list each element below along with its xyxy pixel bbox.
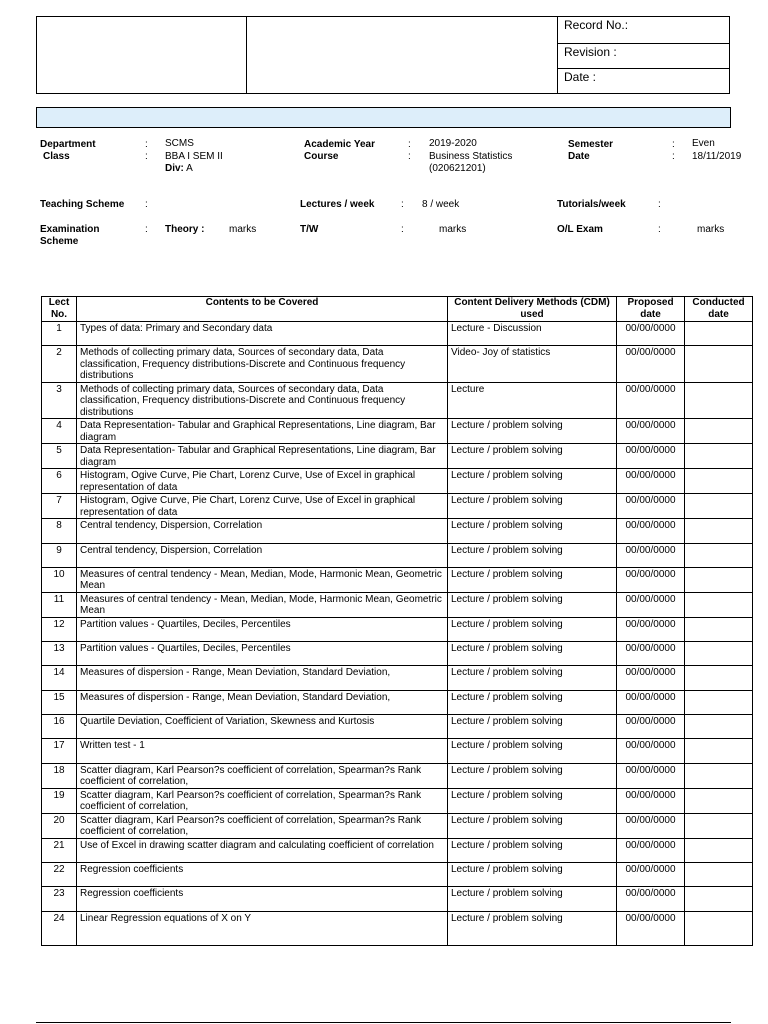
academic-year-label: Academic Year bbox=[304, 139, 375, 150]
content-cell: Types of data: Primary and Secondary data bbox=[77, 322, 448, 346]
method-cell: Lecture / problem solving bbox=[448, 494, 617, 519]
proposed-date-cell: 00/00/0000 bbox=[617, 567, 685, 592]
table-row bbox=[42, 444, 753, 469]
lect-no-cell: 20 bbox=[42, 813, 77, 838]
content-cell: Regression coefficients bbox=[77, 887, 448, 911]
proposed-date-cell: 00/00/0000 bbox=[617, 862, 685, 886]
method-cell: Lecture bbox=[448, 382, 617, 419]
table-row bbox=[42, 911, 753, 945]
header-lect-no: Lect No. bbox=[42, 297, 77, 322]
content-cell: Histogram, Ogive Curve, Pie Chart, Lorenz Curve, Use of Excel in graphical representation of data bbox=[77, 494, 448, 519]
proposed-date-cell: 00/00/0000 bbox=[617, 346, 685, 383]
lect-no-cell: 2 bbox=[42, 346, 77, 383]
header-conducted-date: Conducted date bbox=[685, 297, 753, 322]
tw-value: marks bbox=[439, 224, 467, 235]
div-label: Div: bbox=[165, 163, 184, 174]
lect-no-cell: 22 bbox=[42, 862, 77, 886]
method-cell: Lecture / problem solving bbox=[448, 763, 617, 788]
conducted-date-cell bbox=[685, 617, 753, 641]
method-cell: Lecture / problem solving bbox=[448, 690, 617, 714]
conducted-date-cell bbox=[685, 813, 753, 838]
conducted-date-cell bbox=[685, 543, 753, 567]
method-cell: Video- Joy of statistics bbox=[448, 346, 617, 383]
colon: : bbox=[658, 224, 661, 235]
conducted-date-cell bbox=[685, 469, 753, 494]
lect-no-cell: 12 bbox=[42, 617, 77, 641]
lect-no-cell: 17 bbox=[42, 739, 77, 763]
class-value: BBA I SEM II bbox=[165, 151, 223, 162]
colon: : bbox=[401, 199, 404, 210]
method-cell: Lecture / problem solving bbox=[448, 519, 617, 543]
header-proposed-date: Proposed date bbox=[617, 297, 685, 322]
proposed-date-cell: 00/00/0000 bbox=[617, 444, 685, 469]
table-row bbox=[42, 469, 753, 494]
content-cell: Linear Regression equations of X on Y bbox=[77, 911, 448, 945]
content-cell: Measures of dispersion - Range, Mean Deviation, Standard Deviation, bbox=[77, 690, 448, 714]
lect-no-cell: 21 bbox=[42, 838, 77, 862]
lect-no-cell: 14 bbox=[42, 666, 77, 690]
table-body bbox=[42, 322, 753, 946]
table-row bbox=[42, 567, 753, 592]
tw-label: T/W bbox=[300, 224, 319, 235]
table-row bbox=[42, 322, 753, 346]
table-row bbox=[42, 543, 753, 567]
method-cell: Lecture / problem solving bbox=[448, 592, 617, 617]
content-cell: Measures of central tendency - Mean, Median, Mode, Harmonic Mean, Geometric Mean bbox=[77, 592, 448, 617]
lect-no-cell: 15 bbox=[42, 690, 77, 714]
content-cell: Measures of central tendency - Mean, Median, Mode, Harmonic Mean, Geometric Mean bbox=[77, 567, 448, 592]
method-cell: Lecture / problem solving bbox=[448, 666, 617, 690]
semester-value: Even bbox=[692, 138, 715, 149]
method-cell: Lecture - Discussion bbox=[448, 322, 617, 346]
proposed-date-cell: 00/00/0000 bbox=[617, 382, 685, 419]
method-cell: Lecture / problem solving bbox=[448, 617, 617, 641]
method-cell: Lecture / problem solving bbox=[448, 444, 617, 469]
department-label: Department bbox=[40, 139, 96, 150]
header-divider bbox=[558, 68, 730, 69]
lect-no-cell: 24 bbox=[42, 911, 77, 945]
proposed-date-cell: 00/00/0000 bbox=[617, 813, 685, 838]
colon: : bbox=[145, 199, 148, 210]
lect-no-cell: 6 bbox=[42, 469, 77, 494]
class-label: Class bbox=[43, 151, 70, 162]
table-row bbox=[42, 494, 753, 519]
method-cell: Lecture / problem solving bbox=[448, 862, 617, 886]
date-label: Date : bbox=[564, 70, 597, 84]
lect-no-cell: 18 bbox=[42, 763, 77, 788]
theory-value: marks bbox=[229, 224, 257, 235]
conducted-date-cell bbox=[685, 346, 753, 383]
teaching-scheme-label: Teaching Scheme bbox=[40, 199, 125, 210]
content-cell: Regression coefficients bbox=[77, 862, 448, 886]
content-cell: Methods of collecting primary data, Sources of secondary data, Data classification, Frequency distributions-Discrete and Continuous frequency distributions bbox=[77, 346, 448, 383]
conducted-date-cell bbox=[685, 567, 753, 592]
lect-no-cell: 19 bbox=[42, 788, 77, 813]
content-cell: Scatter diagram, Karl Pearson?s coefficient of correlation, Spearman?s Rank coefficient of correlation, bbox=[77, 788, 448, 813]
conducted-date-cell bbox=[685, 592, 753, 617]
lect-no-cell: 5 bbox=[42, 444, 77, 469]
colon: : bbox=[401, 224, 404, 235]
lect-no-cell: 11 bbox=[42, 592, 77, 617]
proposed-date-cell: 00/00/0000 bbox=[617, 838, 685, 862]
lect-no-cell: 4 bbox=[42, 419, 77, 444]
proposed-date-cell: 00/00/0000 bbox=[617, 911, 685, 945]
table-row bbox=[42, 862, 753, 886]
table-row bbox=[42, 592, 753, 617]
proposed-date-cell: 00/00/0000 bbox=[617, 543, 685, 567]
conducted-date-cell bbox=[685, 322, 753, 346]
lectures-value: 8 / week bbox=[422, 199, 460, 210]
table-row bbox=[42, 838, 753, 862]
content-cell: Scatter diagram, Karl Pearson?s coefficient of correlation, Spearman?s Rank coefficient of correlation, bbox=[77, 813, 448, 838]
content-cell: Histogram, Ogive Curve, Pie Chart, Lorenz Curve, Use of Excel in graphical representation of data bbox=[77, 469, 448, 494]
content-cell: Data Representation- Tabular and Graphical Representations, Line diagram, Bar diagram bbox=[77, 419, 448, 444]
table-row bbox=[42, 382, 753, 419]
table-row bbox=[42, 813, 753, 838]
lect-no-cell: 10 bbox=[42, 567, 77, 592]
table-row bbox=[42, 642, 753, 666]
conducted-date-cell bbox=[685, 739, 753, 763]
conducted-date-cell bbox=[685, 690, 753, 714]
header-divider bbox=[558, 43, 730, 44]
proposed-date-cell: 00/00/0000 bbox=[617, 469, 685, 494]
proposed-date-cell: 00/00/0000 bbox=[617, 494, 685, 519]
table-row bbox=[42, 788, 753, 813]
record-no-label: Record No.: bbox=[564, 18, 629, 32]
table-row bbox=[42, 690, 753, 714]
proposed-date-cell: 00/00/0000 bbox=[617, 642, 685, 666]
proposed-date-cell: 00/00/0000 bbox=[617, 419, 685, 444]
method-cell: Lecture / problem solving bbox=[448, 419, 617, 444]
table-row bbox=[42, 739, 753, 763]
conducted-date-cell bbox=[685, 444, 753, 469]
table-row bbox=[42, 666, 753, 690]
table-header-row bbox=[42, 297, 753, 322]
method-cell: Lecture / problem solving bbox=[448, 469, 617, 494]
method-cell: Lecture / problem solving bbox=[448, 838, 617, 862]
conducted-date-cell bbox=[685, 838, 753, 862]
lesson-plan-table bbox=[41, 296, 753, 946]
proposed-date-cell: 00/00/0000 bbox=[617, 690, 685, 714]
conducted-date-cell bbox=[685, 911, 753, 945]
ol-exam-label: O/L Exam bbox=[557, 224, 603, 235]
method-cell: Lecture / problem solving bbox=[448, 543, 617, 567]
colon: : bbox=[145, 151, 148, 162]
course-code: (020621201) bbox=[429, 163, 486, 174]
conducted-date-cell bbox=[685, 419, 753, 444]
content-cell: Methods of collecting primary data, Sources of secondary data, Data classification, Frequency distributions-Discrete and Continuous frequency distributions bbox=[77, 382, 448, 419]
method-cell: Lecture / problem solving bbox=[448, 642, 617, 666]
conducted-date-cell bbox=[685, 642, 753, 666]
colon: : bbox=[145, 224, 148, 235]
conducted-date-cell bbox=[685, 887, 753, 911]
proposed-date-cell: 00/00/0000 bbox=[617, 715, 685, 739]
proposed-date-cell: 00/00/0000 bbox=[617, 592, 685, 617]
colon: : bbox=[672, 151, 675, 162]
course-value: Business Statistics bbox=[429, 151, 513, 162]
ol-exam-value: marks bbox=[697, 224, 725, 235]
content-cell: Partition values - Quartiles, Deciles, Percentiles bbox=[77, 617, 448, 641]
colon: : bbox=[408, 139, 411, 150]
header-cdm: Content Delivery Methods (CDM) used bbox=[448, 297, 617, 322]
scheme-label: Scheme bbox=[40, 236, 79, 247]
table-row bbox=[42, 346, 753, 383]
theory-label: Theory : bbox=[165, 224, 205, 235]
revision-label: Revision : bbox=[564, 45, 617, 59]
content-cell: Quartile Deviation, Coefficient of Variation, Skewness and Kurtosis bbox=[77, 715, 448, 739]
table-row bbox=[42, 617, 753, 641]
conducted-date-cell bbox=[685, 763, 753, 788]
header-contents: Contents to be Covered bbox=[77, 297, 448, 322]
lect-no-cell: 1 bbox=[42, 322, 77, 346]
lect-no-cell: 16 bbox=[42, 715, 77, 739]
proposed-date-cell: 00/00/0000 bbox=[617, 788, 685, 813]
date-label: Date bbox=[568, 151, 590, 162]
content-cell: Data Representation- Tabular and Graphical Representations, Line diagram, Bar diagram bbox=[77, 444, 448, 469]
content-cell: Scatter diagram, Karl Pearson?s coefficient of correlation, Spearman?s Rank coefficient of correlation, bbox=[77, 763, 448, 788]
conducted-date-cell bbox=[685, 382, 753, 419]
colon: : bbox=[408, 151, 411, 162]
title-bar bbox=[36, 107, 731, 128]
proposed-date-cell: 00/00/0000 bbox=[617, 763, 685, 788]
conducted-date-cell bbox=[685, 666, 753, 690]
lect-no-cell: 13 bbox=[42, 642, 77, 666]
examination-label: Examination bbox=[40, 224, 100, 235]
content-cell: Central tendency, Dispersion, Correlation bbox=[77, 519, 448, 543]
conducted-date-cell bbox=[685, 519, 753, 543]
method-cell: Lecture / problem solving bbox=[448, 739, 617, 763]
proposed-date-cell: 00/00/0000 bbox=[617, 739, 685, 763]
table-row bbox=[42, 419, 753, 444]
content-cell: Central tendency, Dispersion, Correlation bbox=[77, 543, 448, 567]
proposed-date-cell: 00/00/0000 bbox=[617, 322, 685, 346]
footer-rule bbox=[36, 1022, 731, 1023]
lect-no-cell: 8 bbox=[42, 519, 77, 543]
conducted-date-cell bbox=[685, 715, 753, 739]
method-cell: Lecture / problem solving bbox=[448, 911, 617, 945]
academic-year-value: 2019-2020 bbox=[429, 138, 477, 149]
div-value: A bbox=[186, 163, 193, 174]
method-cell: Lecture / problem solving bbox=[448, 715, 617, 739]
colon: : bbox=[145, 139, 148, 150]
conducted-date-cell bbox=[685, 862, 753, 886]
method-cell: Lecture / problem solving bbox=[448, 788, 617, 813]
lect-no-cell: 9 bbox=[42, 543, 77, 567]
content-cell: Partition values - Quartiles, Deciles, Percentiles bbox=[77, 642, 448, 666]
content-cell: Use of Excel in drawing scatter diagram and calculating coefficient of correlation bbox=[77, 838, 448, 862]
content-cell: Written test - 1 bbox=[77, 739, 448, 763]
semester-label: Semester bbox=[568, 139, 614, 150]
header-divider bbox=[557, 17, 558, 93]
tutorials-label: Tutorials/week bbox=[557, 199, 626, 210]
conducted-date-cell bbox=[685, 788, 753, 813]
lect-no-cell: 7 bbox=[42, 494, 77, 519]
conducted-date-cell bbox=[685, 494, 753, 519]
table-row bbox=[42, 519, 753, 543]
content-cell: Measures of dispersion - Range, Mean Deviation, Standard Deviation, bbox=[77, 666, 448, 690]
method-cell: Lecture / problem solving bbox=[448, 567, 617, 592]
proposed-date-cell: 00/00/0000 bbox=[617, 617, 685, 641]
date-value: 18/11/2019 bbox=[692, 151, 742, 162]
department-value: SCMS bbox=[165, 138, 194, 149]
table-row bbox=[42, 715, 753, 739]
lect-no-cell: 3 bbox=[42, 382, 77, 419]
method-cell: Lecture / problem solving bbox=[448, 813, 617, 838]
lect-no-cell: 23 bbox=[42, 887, 77, 911]
table-row bbox=[42, 763, 753, 788]
proposed-date-cell: 00/00/0000 bbox=[617, 887, 685, 911]
header-box bbox=[36, 16, 730, 94]
table-row bbox=[42, 887, 753, 911]
course-label: Course bbox=[304, 151, 339, 162]
lectures-label: Lectures / week bbox=[300, 199, 375, 210]
method-cell: Lecture / problem solving bbox=[448, 887, 617, 911]
proposed-date-cell: 00/00/0000 bbox=[617, 666, 685, 690]
colon: : bbox=[658, 199, 661, 210]
div-field bbox=[165, 163, 193, 175]
colon: : bbox=[672, 139, 675, 150]
header-divider bbox=[246, 17, 247, 93]
proposed-date-cell: 00/00/0000 bbox=[617, 519, 685, 543]
